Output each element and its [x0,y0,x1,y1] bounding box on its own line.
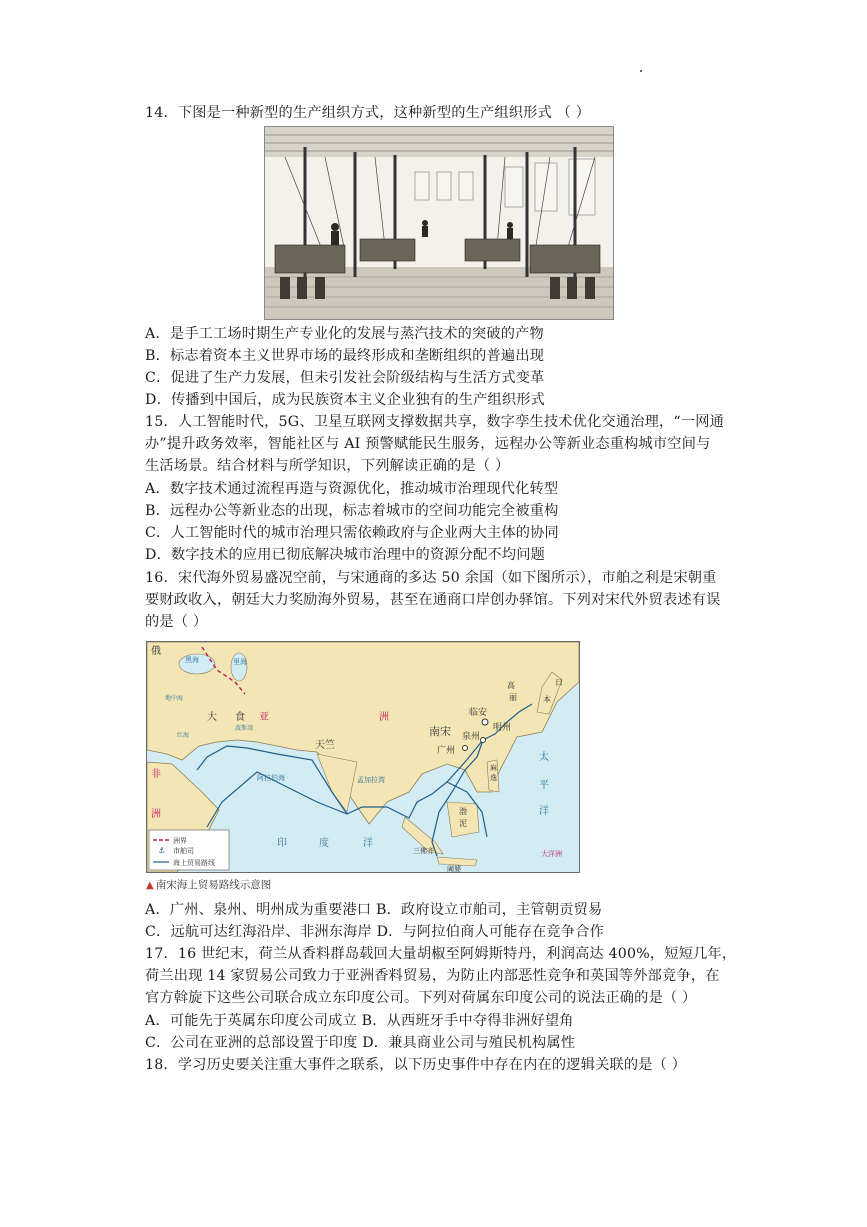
map-label-pacific-1: 太 [539,752,549,763]
map-label-borneo-1: 渤 [459,807,467,816]
legend-shibosi-label: 市舶司 [173,847,194,855]
map-label-philippines-1: 麻 [490,764,497,772]
map-label-black-sea: 黑海 [185,656,199,664]
q16-stem-line-2: 要财政收入，朝廷大力奖励海外贸易，甚至在通商口岸创办驿馆。下列对宋代外贸表述有误 [145,592,721,608]
map-label-mingzhou: 明州 [493,723,512,733]
map-label-red-sea: 红海 [177,732,190,739]
map-label-pacific-3: 洋 [539,806,549,817]
map-label-oceania: 大洋洲 [541,850,562,858]
q18-stem: 18．学习历史要关注重大事件之联系，以下历史事件中存在内在的逻辑关联的是（ ） [145,1057,687,1073]
map-label-caspian: 里海 [233,658,247,666]
map-label-russia: 俄 [151,646,161,657]
q14-stem: 14．下图是一种新型的生产组织方式，这种新型的生产组织形式 （ ） [145,105,591,121]
map-label-sanfoqi: 三佛齐 [413,847,434,855]
map-label-mediterranean: 地中海 [165,695,184,702]
q17-stem-line-3: 官方斡旋下这些公司联合成立东印度公司。下列对荷属东印度公司的说法正确的是（ ） [145,990,697,1006]
map-label-linan: 临安 [469,708,488,718]
map-legend [149,830,229,870]
map-label-persian: 波斯湾 [235,725,254,732]
map-label-tianzhu: 天竺 [315,740,335,751]
q17-stem-line-2: 荷兰出现 14 家贸易公司致力于亚洲香料贸易，为防止内部恶性竞争和英国等外部竞争，在 [145,968,720,984]
q17-stem-line-1: 17．16 世纪末，荷兰从香料群岛载回大量胡椒至阿姆斯特丹，利润高达 400%，短短几年， [145,946,737,962]
q15-option-b: B．远程办公等新业态的出现，标志着城市的空间功能完全被重构 [145,503,559,519]
map-label-pacific-2: 平 [539,780,549,791]
q15-stem-line-1: 15．人工智能时代，5G、卫星互联网支撑数据共享，数字孪生技术优化交通治理，“一网通 [145,414,725,430]
legend-border-label: 洲界 [173,837,187,845]
page-mark [640,70,642,72]
map-label-arabian-sea: 阿拉伯海 [257,774,285,782]
map-caption-text: 南宋海上贸易路线示意图 [155,879,272,891]
q17-options-cd: C．公司在亚洲的总部设置于印度 D．兼具商业公司与殖民机构属性 [145,1035,576,1051]
legend-route-label: 海上贸易路线 [173,859,215,867]
map-label-india-ocean-2: 度 [319,838,329,849]
map-label-japan-1: 日 [555,678,563,687]
map-label-bengal: 孟加拉湾 [357,776,385,784]
map-label-japan-2: 本 [543,695,551,704]
map-label-india-ocean-1: 印 [277,838,287,849]
map-label-borneo-2: 泥 [459,819,467,828]
map-label-nansong: 南宋 [429,725,451,738]
map-label-india-ocean-3: 洋 [363,838,373,849]
map-label-dashi-2: 食 [235,712,245,723]
q16-options-ab: A．广州、泉州、明州成为重要港口 B．政府设立市舶司，主管朝贡贸易 [145,902,603,918]
map-label-dashi-1: 大 [207,712,217,723]
map-label-philippines-2: 逸 [490,774,497,782]
q14-option-b: B．标志着资本主义世界市场的最终形成和垄断组织的普遍出现 [145,348,545,364]
triangle-icon: ▲ [146,880,154,891]
q15-option-d: D．数字技术的应用已彻底解决城市治理中的资源分配不均问题 [145,547,546,563]
map-label-asia-1: 亚 [259,712,269,723]
map-label-java: 阇婆 [447,865,461,872]
map-label-africa-1: 非 [151,769,161,780]
q15-stem-line-3: 生活场景。结合材料与所学知识，下列解读正确的是（ ） [145,458,510,474]
map-label-guangzhou: 广州 [437,746,456,756]
q14-option-c: C．促进了生产力发展，但未引发社会阶级结构与生活方式变革 [145,370,545,386]
q14-option-a: A．是手工工场时期生产专业化的发展与蒸汽技术的突破的产物 [145,326,544,342]
map-label-goryeo-1: 高 [507,681,515,690]
q16-options-cd: C．远航可达红海沿岸、非洲东海岸 D．与阿拉伯商人可能存在竞争合作 [145,924,604,940]
trade-map-svg [147,642,579,872]
factory-engraving-image [264,126,614,320]
map-label-asia-2: 洲 [379,712,389,723]
factory-illustration [265,127,613,319]
map-label-goryeo-2: 丽 [509,693,517,702]
map-caption [146,877,271,892]
q15-option-c: C．人工智能时代的城市治理只需依赖政府与企业两大主体的协同 [145,525,559,541]
anchor-icon: ⚓ [158,846,166,855]
q17-options-ab: A．可能先于英属东印度公司成立 B．从西班牙手中夺得非洲好望角 [145,1013,574,1029]
q16-stem-line-3: 的是（ ） [145,614,208,630]
india-peninsula [317,754,357,812]
map-label-africa-2: 洲 [151,809,161,820]
map-label-quanzhou: 泉州 [462,732,481,742]
song-trade-map [146,641,580,873]
q14-option-d: D．传播到中国后，成为民族资本主义企业独有的生产组织形式 [145,392,546,408]
q16-stem-line-1: 16．宋代海外贸易盛况空前，与宋通商的多达 50 余国（如下图所示），市舶之利是宋朝重 [145,570,717,586]
q15-option-a: A．数字技术通过流程再造与资源优化，推动城市治理现代化转型 [145,481,559,497]
q15-stem-line-2: 办”提升政务效率，智能社区与 AI 预警赋能民生服务，远程办公等新业态重构城市空间与 [145,436,711,452]
